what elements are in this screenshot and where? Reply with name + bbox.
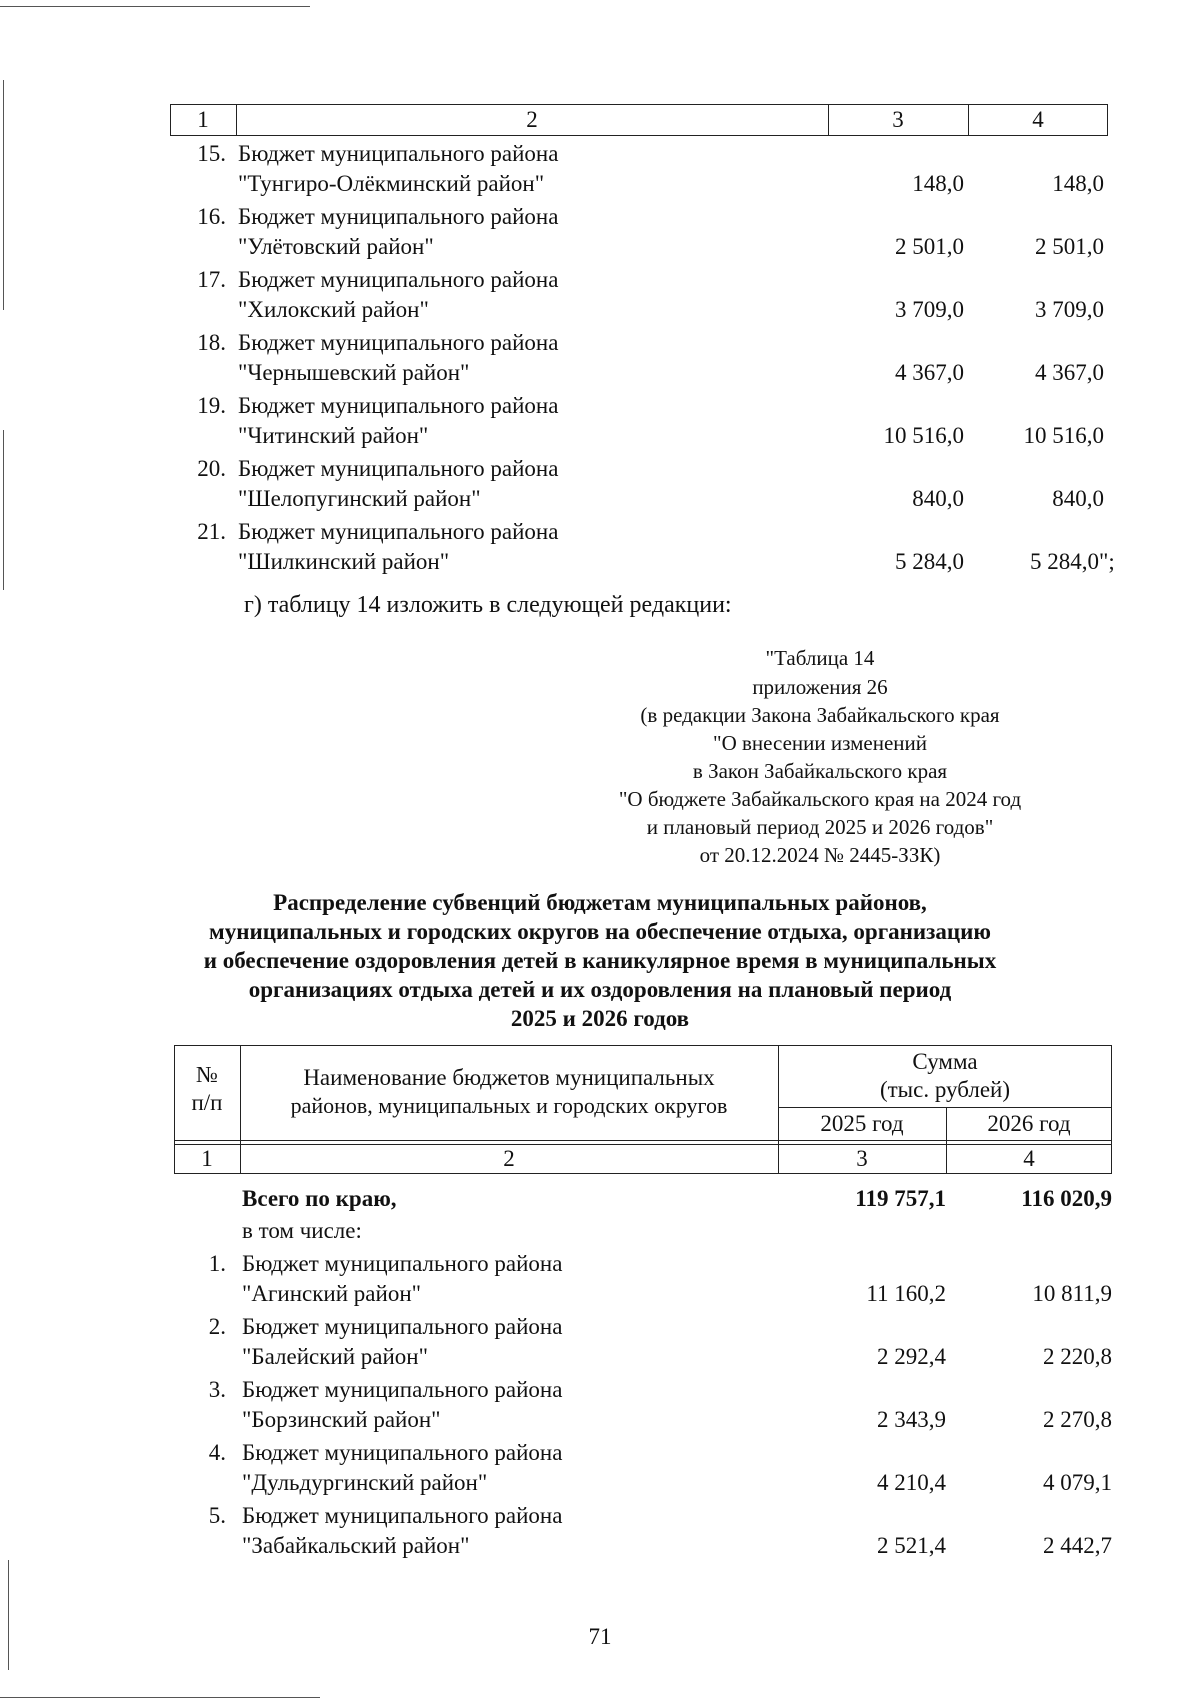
table-row — [0, 391, 1200, 453]
row-name-line1: Бюджет муниципального района — [238, 393, 559, 418]
row-value-2025: 2 343,9 — [877, 1407, 946, 1432]
header-year-2026: 2026 год — [987, 1111, 1071, 1136]
row-name-line2: "Хилокский район" — [238, 297, 429, 322]
row-number: 17. — [197, 267, 226, 292]
row-name-line1: Бюджет муниципального района — [242, 1440, 563, 1465]
index-col-4: 4 — [1023, 1146, 1035, 1171]
top-header-col-3: 3 — [892, 107, 904, 132]
row-value-2026: 2 270,8 — [1043, 1407, 1112, 1432]
caption-line: (в редакции Закона Забайкальского края — [640, 703, 1000, 727]
row-name-line1: Бюджет муниципального района — [242, 1314, 563, 1339]
instruction-text: г) таблицу 14 изложить в следующей редакции: — [244, 592, 732, 618]
table-row — [0, 1375, 1200, 1437]
row-number: 18. — [197, 330, 226, 355]
row-name-line1: Бюджет муниципального района — [238, 267, 559, 292]
row-value-2026: 10 516,0 — [1023, 423, 1104, 448]
row-value-2025: 2 521,4 — [877, 1533, 946, 1558]
row-name-line1: Бюджет муниципального района — [242, 1377, 563, 1402]
table-row — [0, 1312, 1200, 1374]
title-line: и обеспечение оздоровления детей в каникулярное время в муниципальных — [203, 948, 997, 973]
row-value-2026: 2 220,8 — [1043, 1344, 1112, 1369]
title-line: Распределение субвенций бюджетам муниципальных районов, — [273, 890, 927, 915]
row-name-line1: Бюджет муниципального района — [238, 330, 559, 355]
table-row — [0, 265, 1200, 327]
including-label: в том числе: — [242, 1218, 362, 1243]
row-value-2026: 4 079,1 — [1043, 1470, 1112, 1495]
row-name-line2: "Тунгиро-Олёкминский район" — [238, 171, 545, 196]
row-value-2026: 5 284,0"; — [1030, 549, 1115, 574]
row-value-2025: 11 160,2 — [866, 1281, 946, 1306]
header-year-2025: 2025 год — [820, 1111, 904, 1136]
row-number: 5. — [208, 1503, 226, 1528]
row-number: 20. — [197, 456, 226, 481]
row-number: 2. — [208, 1314, 226, 1339]
table-row — [0, 202, 1200, 264]
caption-line: "Таблица 14 — [765, 646, 875, 670]
total-2025: 119 757,1 — [855, 1186, 946, 1211]
total-row — [0, 1184, 1200, 1246]
row-value-2025: 5 284,0 — [895, 549, 964, 574]
table-row — [0, 139, 1200, 201]
row-value-2025: 4 367,0 — [895, 360, 964, 385]
row-value-2026: 2 501,0 — [1035, 234, 1104, 259]
row-value-2026: 4 367,0 — [1035, 360, 1104, 385]
row-name-line1: Бюджет муниципального района — [238, 141, 559, 166]
row-name-line1: Бюджет муниципального района — [242, 1503, 563, 1528]
row-name-line1: Бюджет муниципального района — [238, 519, 559, 544]
row-name-line2: "Дульдургинский район" — [242, 1470, 488, 1495]
header-sum-unit: (тыс. рублей) — [879, 1077, 1011, 1102]
row-name-line2: "Чернышевский район" — [238, 360, 470, 385]
scan-edge-bottom — [0, 1697, 320, 1698]
caption-line: и плановый период 2025 и 2026 годов" — [646, 815, 994, 839]
row-value-2025: 2 292,4 — [877, 1344, 946, 1369]
row-value-2025: 148,0 — [912, 171, 964, 196]
table-row — [0, 517, 1200, 579]
row-number: 19. — [197, 393, 226, 418]
row-name-line2: "Балейский район" — [242, 1344, 428, 1369]
row-name-line2: "Агинский район" — [242, 1281, 422, 1306]
page-number: 71 — [588, 1624, 612, 1649]
row-value-2026: 3 709,0 — [1035, 297, 1104, 322]
caption-line: приложения 26 — [752, 675, 888, 699]
title-line: 2025 и 2026 годов — [510, 1006, 690, 1031]
top-header-col-1: 1 — [197, 107, 209, 132]
row-name-line2: "Борзинский район" — [242, 1407, 441, 1432]
top-header-col-4: 4 — [1032, 107, 1044, 132]
row-value-2025: 2 501,0 — [895, 234, 964, 259]
row-name-line2: "Шелопугинский район" — [238, 486, 481, 511]
row-number: 16. — [197, 204, 226, 229]
header-name-line1: Наименование бюджетов муниципальных — [303, 1065, 715, 1090]
row-value-2026: 148,0 — [1052, 171, 1104, 196]
row-name-line1: Бюджет муниципального района — [238, 456, 559, 481]
row-name-line2: "Читинский район" — [238, 423, 429, 448]
row-value-2025: 4 210,4 — [877, 1470, 946, 1495]
row-name-line2: "Шилкинский район" — [238, 549, 450, 574]
index-col-3: 3 — [856, 1146, 868, 1171]
index-col-1: 1 — [201, 1146, 213, 1171]
scan-edge-top — [0, 6, 310, 7]
header-name-line2: районов, муниципальных и городских округов — [290, 1093, 728, 1118]
row-number: 4. — [208, 1440, 226, 1465]
row-number: 15. — [197, 141, 226, 166]
header-sum: Сумма — [912, 1049, 978, 1074]
table-row — [0, 454, 1200, 516]
table-row — [0, 1501, 1200, 1563]
row-name-line1: Бюджет муниципального района — [238, 204, 559, 229]
row-number: 3. — [208, 1377, 226, 1402]
row-name-line1: Бюджет муниципального района — [242, 1251, 563, 1276]
title-line: муниципальных и городских округов на обеспечение отдыха, организацию — [209, 919, 991, 944]
top-header-col-2: 2 — [526, 107, 538, 132]
header-no-label: п/п — [191, 1090, 223, 1115]
caption-line: от 20.12.2024 № 2445-ЗЗК) — [699, 843, 941, 867]
total-2026: 116 020,9 — [1021, 1186, 1112, 1211]
row-name-line2: "Забайкальский район" — [242, 1533, 470, 1558]
index-col-2: 2 — [503, 1146, 515, 1171]
caption-line: "О внесении изменений — [713, 731, 927, 755]
caption-line: в Закон Забайкальского края — [692, 759, 948, 783]
row-value-2026: 840,0 — [1052, 486, 1104, 511]
row-value-2026: 10 811,9 — [1032, 1281, 1112, 1306]
row-name-line2: "Улётовский район" — [238, 234, 434, 259]
caption-line: "О бюджете Забайкальского края на 2024 год — [618, 787, 1022, 811]
table-row — [0, 1249, 1200, 1311]
row-value-2025: 840,0 — [912, 486, 964, 511]
row-value-2025: 10 516,0 — [883, 423, 964, 448]
row-value-2026: 2 442,7 — [1043, 1533, 1112, 1558]
row-number: 1. — [208, 1251, 226, 1276]
total-label: Всего по краю, — [242, 1186, 397, 1211]
row-value-2025: 3 709,0 — [895, 297, 964, 322]
table-row — [0, 328, 1200, 390]
header-no-sign: № — [196, 1062, 218, 1087]
row-number: 21. — [197, 519, 226, 544]
title-line: организациях отдыха детей и их оздоровления на плановый период — [248, 977, 952, 1002]
scan-edge-left-3 — [8, 1560, 9, 1670]
table-row — [0, 1438, 1200, 1500]
